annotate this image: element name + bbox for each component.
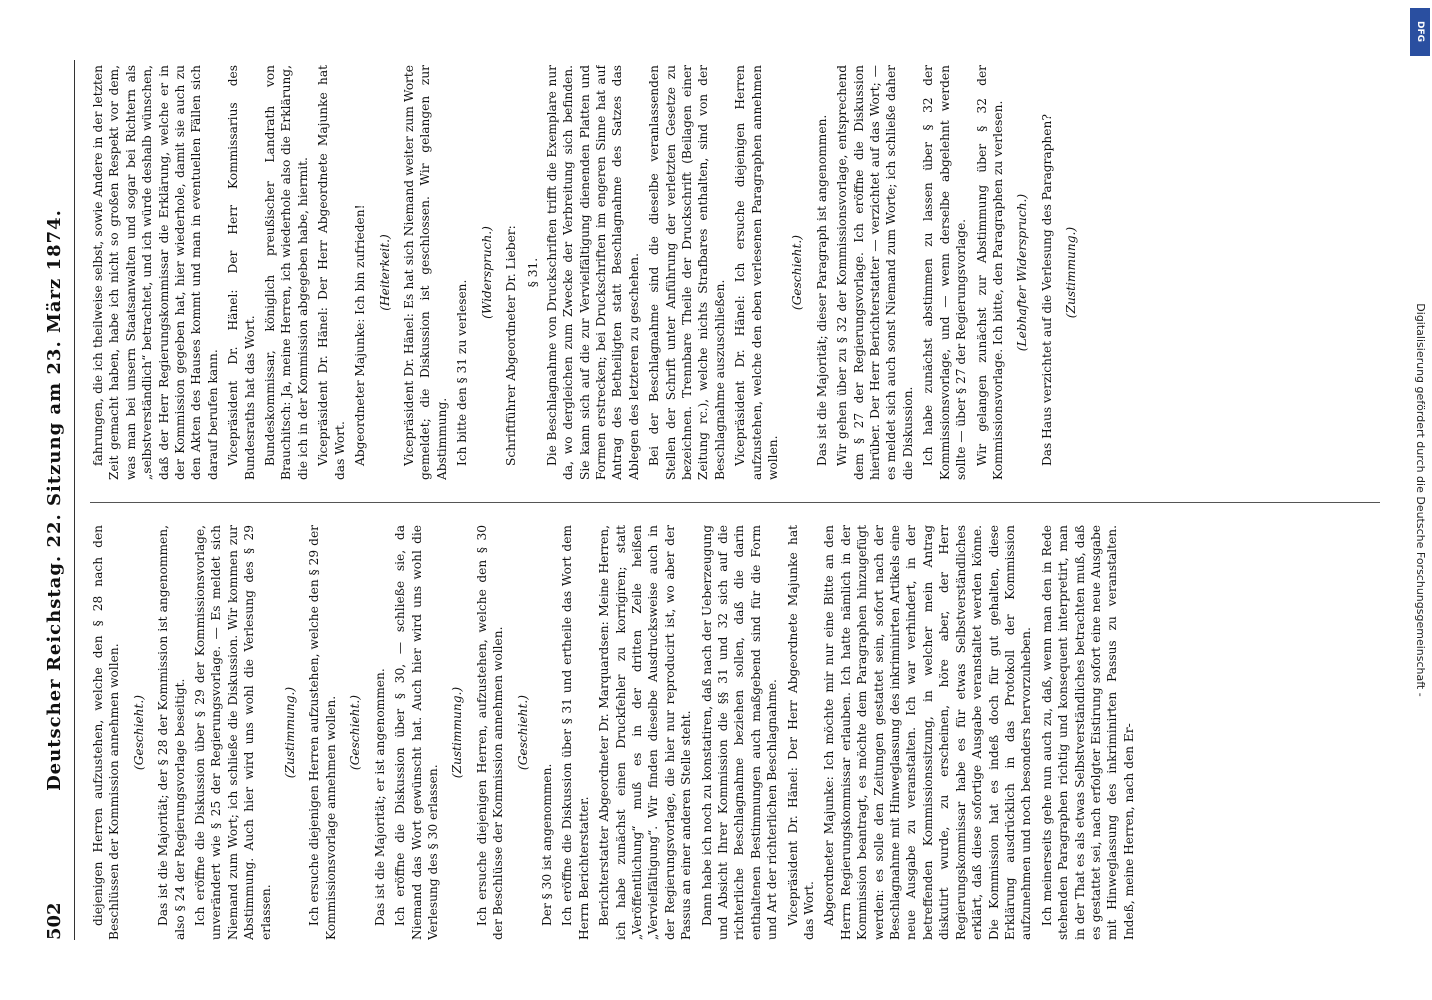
- right-column: [90, 65, 1380, 480]
- paragraph: Das ist die Majorität; dieser Paragraph ist angenommen.: [814, 114, 829, 466]
- page-title: Deutscher Reichstag. 22. Sitzung am 23. März 1874.: [44, 209, 65, 791]
- paragraph: Ich meinerseits gehe nun auch zu, daß, wenn man den in Rede stehenden Paragraphen richtig und konsequent interpretirt, man in der That es als etwas Selbstverständliches betrachten muß, daß es gestattet sei, nach erfolgter Eistirung sofort eine neue Ausgabe mit Hinweglassung des inkriminirten Passus zu veranstalten. Indeß, meine Herren, nach den Er-: [1039, 525, 1136, 940]
- paragraph: Wir gelangen zunächst zur Abstimmung über § 32 der Kommissionsvorlage. Ich bitte, den Paragraphen zu verlesen.: [974, 65, 1005, 480]
- stage-direction: (Geschieht.): [790, 234, 805, 311]
- digitization-note-text: Digitalisierung gefördert durch die Deutsche Forschungsgemeinschaft -: [1414, 303, 1427, 697]
- paragraph: Abgeordneter Majunke: Ich bin zufrieden!: [353, 204, 368, 466]
- paragraph: fahrungen, die ich theilweise selbst, sowie Andere in der letzten Zeit gemacht haben, habe ich nicht so großen Respekt vor dem, was man bei unsern Staatsanwalten und sogar bei Richtern als „selbstverständlich“ betrachtet, und ich würde deshalb wünschen, daß der Herr Regierungskommissar die Erklärung, welche er in der Kommission gegeben hat, hier wiederhole, damit sie auch zu den Akten des Hauses kommt und man in eventuellen Fällen sich darauf berufen kann.: [91, 65, 220, 480]
- page-number: 502: [44, 902, 65, 940]
- paragraph: Schriftführer Abgeordneter Dr. Lieber:: [503, 225, 518, 466]
- stage-direction: (Zustimmung.): [283, 686, 298, 779]
- stage-direction: (Geschieht.): [131, 694, 146, 771]
- left-column: [90, 525, 1380, 940]
- digitization-note: [1408, 0, 1432, 1000]
- paragraph: Berichterstatter Abgeordneter Dr. Marquardsen: Meine Herren, ich habe zunächst einen Druckfehler zu korrigiren; statt „Veröffentlichung“ muß es in der dritten Zeile heißen „Vervielfältigung“. Wir finden dieselbe Ausdrucksweise auch in der Regierungsvorlage, die hier nur reproducirt ist, wo aber der Passus an einer anderen Stelle steht.: [597, 525, 694, 940]
- paragraph: Ich eröffne die Diskussion über § 30, — schließe sie, da Niemand das Wort gewünscht hat. Auch hier wird uns wohl die Verlesung des § 30 erlassen.: [393, 525, 440, 940]
- paragraph: Das ist die Majorität; der § 28 der Kommission ist angenommen, also § 24 der Regierungsvorlage beseitigt.: [156, 525, 187, 940]
- stage-direction: (Geschieht.): [348, 694, 363, 771]
- paragraph: Das ist die Majorität; er ist angenommen.: [372, 668, 387, 926]
- paragraph: Ich habe zunächst abstimmen zu lassen über § 32 der Kommissionsvorlage, und — wenn derselbe abgelehnt werden sollte — über § 27 der Regierungsvorlage.: [921, 65, 969, 480]
- stage-direction: (Geschieht.): [515, 694, 530, 771]
- stage-direction: (Heiterkeit.): [377, 234, 392, 311]
- column-divider: [90, 502, 1380, 503]
- paragraph: Ich eröffne die Diskussion über § 31 und ertheile das Wort dem Herrn Berichterstatter.: [560, 525, 591, 940]
- paragraph: Vicepräsident Dr. Hänel: Der Herr Abgeordnete Majunke hat das Wort.: [316, 65, 347, 480]
- paragraph: Die Beschlagnahme von Druckschriften trifft die Exemplare nur da, wo dergleichen zum Zwecke der Verbreitung sich befinden. Sie kann sich auf die zur Vervielfältigung dienenden Platten und Formen erstrecken; bei Druckschriften im engeren Sinne hat auf Antrag des Betheiligten statt Beschlagnahme des Satzes das Ablegen des letzteren zu geschehen.: [544, 65, 641, 480]
- stage-direction: (Zustimmung.): [1064, 226, 1079, 319]
- paragraph: Ich eröffne die Diskussion über § 29 der Kommissionsvorlage, unverändert wie § 25 der Regierungsvorlage. — Es meldet sich Niemand zum Wort; ich schließe die Diskussion. Wir kommen zur Abstimmung. Auch hier wird uns wohl die Verlesung des § 29 erlassen.: [193, 525, 273, 940]
- paragraph: Vicepräsident Dr. Hänel: Ich ersuche diejenigen Herren aufzustehen, welche den eben verlesenen Paragraphen annehmen wollen.: [733, 65, 781, 480]
- page-header: [40, 60, 75, 940]
- paragraph: Abgeordneter Majunke: Ich möchte mir nur eine Bitte an den Herrn Regierungskommissar erlauben. Ich hatte nämlich in der Kommission beantragt, es möchte dem Paragraphen hinzugefügt werden: es solle den Zeitungen gestattet sein, sofort nach der Beschlagnahme mit Hinweglassung des inkriminirten Artikels eine neue Ausgabe zu veranstalten. Ich war verhindert, in der betreffenden Kommissionssitzung, in welcher mein Antrag diskutirt wurde, zu erscheinen, höre aber, der Herr Regierungskommissar habe es für etwas Selbstverständliches erklärt, daß diese sofortige Ausgabe veranstaltet werden könne. Die Kommission hat es indeß doch für gut gehalten, diese Erklärung ausdrücklich in das Protokoll der Kommission aufzunehmen und noch besonders hervorzuheben.: [822, 525, 1034, 940]
- paragraph: Ich bitte den § 31 zu verlesen.: [455, 279, 470, 466]
- paragraph: Bei der Beschlagnahme sind die dieselbe veranlassenden Stellen der Schrift unter Anführung der verletzten Gesetze zu bezeichnen. Trennbare Theile der Druckschrift (Beilagen einer Zeitung rc.), welche nichts Strafbares enthalten, sind von der Beschlagnahme auszuschließen.: [647, 65, 727, 480]
- stage-direction: (Lebhafter Widerspruch.): [1015, 193, 1030, 352]
- dfg-logo: DFG: [1410, 8, 1430, 56]
- paragraph: Ich ersuche diejenigen Herren aufzustehen, welche den § 29 der Kommissionsvorlage annehmen wollen.: [307, 525, 338, 940]
- paragraph: diejenigen Herren aufzustehen, welche den § 28 nach den Beschlüssen der Kommission annehmen wollen.: [91, 525, 122, 940]
- paragraph: Der § 30 ist angenommen.: [539, 763, 554, 926]
- section-heading: § 31.: [526, 257, 541, 288]
- paragraph: Bundeskommissar, königlich preußischer Landrath von Brauchitsch: Ja, meine Herren, ich wiederhole also die Erklärung, die ich in der Kommission abgegeben habe, hiermit.: [263, 65, 310, 480]
- stage-direction: (Zustimmung.): [450, 686, 465, 779]
- paragraph: Wir gehen über zu § 32 der Kommissionsvorlage, entsprechend dem § 27 der Regierungsvorlage. Ich eröffne die Diskussion hierüber. Der Herr Berichterstatter — verzichtet auf das Wort; — es meldet sich auch sonst Niemand zum Worte; ich schließe daher die Diskussion.: [835, 65, 915, 480]
- paragraph: Vicepräsident Dr. Hänel: Der Herr Abgeordnete Majunke hat das Wort.: [785, 525, 817, 940]
- paragraph: Vicepräsident Dr. Hänel: Es hat sich Niemand weiter zum Worte gemeldet; die Diskussion ist geschlossen. Wir gelangen zur Abstimmung.: [401, 65, 449, 480]
- paragraph: Ich ersuche diejenigen Herren, aufzustehen, welche den § 30 der Beschlüsse der Kommission annehmen wollen.: [474, 525, 506, 940]
- paragraph: Das Haus verzichtet auf die Verlesung des Paragraphen?: [1039, 114, 1054, 466]
- stage-direction: (Widerspruch.): [479, 226, 494, 319]
- paragraph: Vicepräsident Dr. Hänel: Der Herr Kommissarius des Bundesraths hat das Wort.: [226, 65, 257, 480]
- paragraph: Dann habe ich noch zu konstatiren, daß nach der Ueberzeugung und Absicht Ihrer Kommission die §§ 31 und 32 sich auf die richterliche Beschlagnahme beziehen sollen, daß die darin enthaltenen Bestimmungen auch maßgebend sind für die Form und Art der richterlichen Beschlagnahme.: [699, 525, 780, 940]
